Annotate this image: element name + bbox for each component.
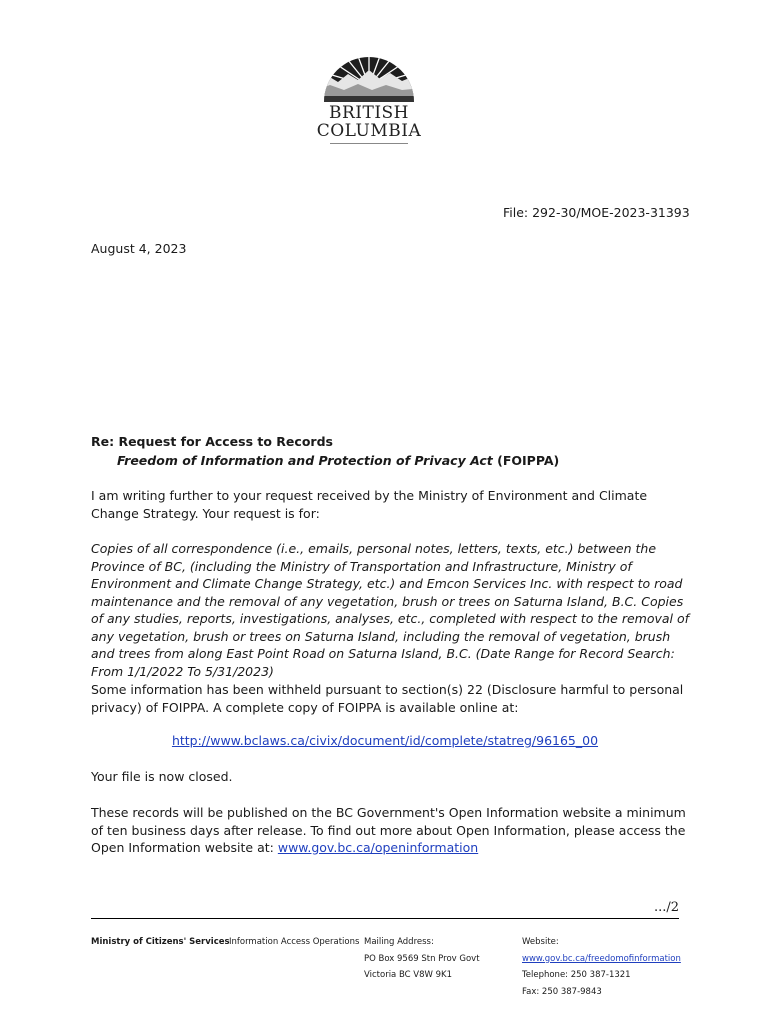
footer-divider: [91, 918, 679, 919]
logo-text-columbia: COLUMBIA: [316, 121, 422, 141]
closed-paragraph: Your file is now closed.: [91, 769, 233, 784]
open-information-link[interactable]: www.gov.bc.ca/openinformation: [277, 840, 479, 855]
letter-date: August 4, 2023: [91, 241, 187, 256]
foippa-link[interactable]: http://www.bclaws.ca/civix/document/id/complete/statreg/96165_00: [171, 733, 599, 748]
mailing-line-1: PO Box 9569 Stn Prov Govt: [364, 953, 480, 964]
mailing-label: Mailing Address:: [364, 937, 434, 947]
footer-mailing-address: [364, 934, 480, 984]
website-link[interactable]: www.gov.bc.ca/freedomofinformation: [522, 953, 681, 964]
footer-office: Information Access Operations: [229, 937, 360, 947]
footer-ministry: Ministry of Citizens' Services: [91, 937, 230, 947]
mailing-line-2: Victoria BC V8W 9K1: [364, 970, 453, 980]
file-reference: File: 292-30/MOE-2023-31393: [503, 205, 690, 220]
footer-contact: [522, 934, 681, 1000]
telephone: Telephone: 250 387-1321: [522, 970, 631, 980]
act-abbrev: (FOIPPA): [492, 453, 560, 468]
subject-line: Re: Request for Access to Records: [91, 434, 333, 449]
sun-mountains-icon: [314, 44, 424, 104]
page-continuation: .../2: [653, 900, 679, 915]
subject-act: [117, 453, 559, 468]
logo-text-british: BRITISH: [328, 103, 410, 123]
foippa-link-line: [0, 733, 770, 748]
website-label: Website:: [522, 937, 559, 947]
request-text: Copies of all correspondence (i.e., emails, personal notes, letters, texts, etc.) between the Province of BC, (including the Ministry of Transportation and Infrastructure, Ministry of Environment and Climate Change Strategy, etc.) and Emcon Services Inc. with respect to road maintenance and the removal of any vegetation, brush or trees on Saturna Island, B.C. Copies of any studies, reports, investigations, analyses, etc., completed with respect to the removal of any vegetation, brush or trees on Saturna Island, including the removal of vegetation, brush and trees from along East Point Road on Saturna Island, B.C. (Date Range for Record Search: From 1/1/2022 To 5/31/2023): [91, 541, 690, 679]
open-information-text: These records will be published on the BC Government's Open Information website a minimum of ten business days after release. To find out more about Open Information, please access the Open Information website at:: [91, 805, 686, 855]
open-information-paragraph: [91, 804, 691, 857]
act-name: Freedom of Information and Protection of Privacy Act: [117, 453, 493, 468]
logo-divider: [330, 143, 408, 144]
fax: Fax: 250 387-9843: [522, 986, 602, 997]
bc-government-logo: [314, 44, 424, 148]
intro-paragraph: I am writing further to your request received by the Ministry of Environment and Climate Change Strategy. Your request is for:: [91, 488, 648, 521]
withheld-paragraph: Some information has been withheld pursuant to section(s) 22 (Disclosure harmful to personal privacy) of FOIPPA. A complete copy of FOIPPA is available online at:: [91, 682, 684, 715]
